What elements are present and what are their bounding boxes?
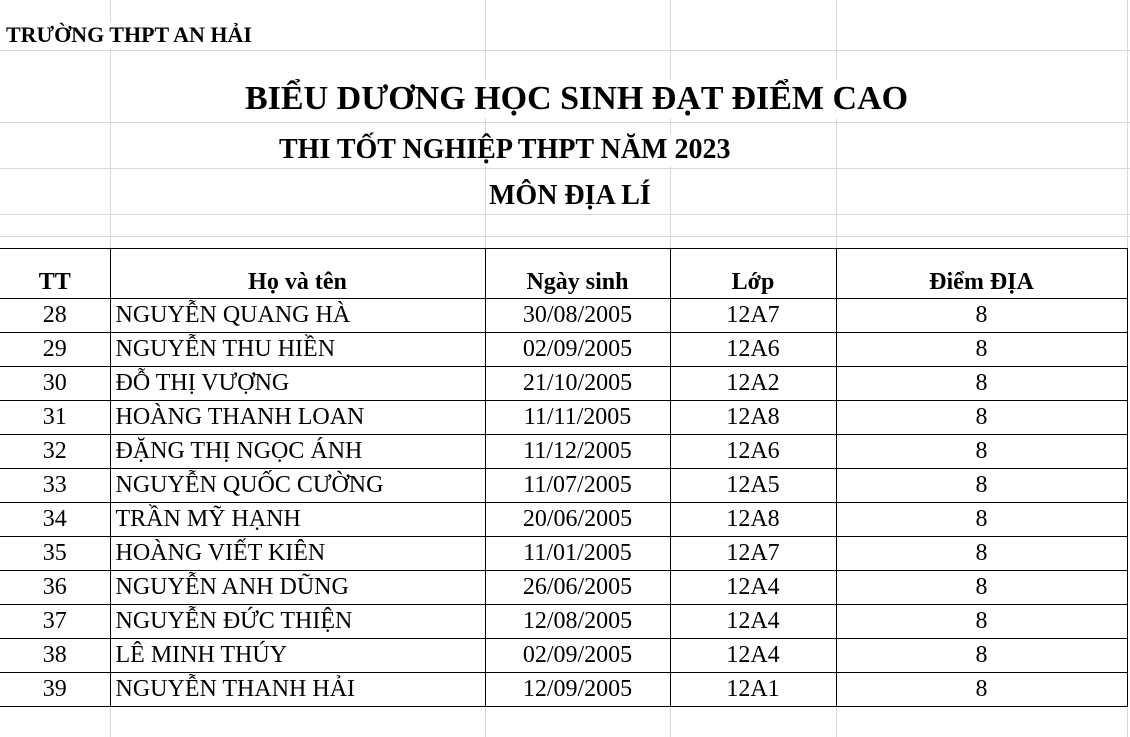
header-index[interactable]: TT [0, 249, 110, 299]
cell-class[interactable]: 12A5 [670, 469, 836, 503]
gridline [0, 50, 1130, 51]
cell-full-name[interactable]: NGUYỄN QUANG HÀ [110, 299, 485, 333]
cell-class[interactable]: 12A1 [670, 673, 836, 707]
cell-full-name[interactable]: HOÀNG THANH LOAN [110, 401, 485, 435]
cell-index[interactable]: 35 [0, 537, 110, 571]
cell-birth-date[interactable]: 11/07/2005 [485, 469, 670, 503]
page-subtitle: THI TỐT NGHIỆP THPT NĂM 2023 [279, 134, 731, 165]
table-row [0, 503, 1127, 537]
table-row [0, 333, 1127, 367]
table-row [0, 605, 1127, 639]
cell-score[interactable]: 8 [836, 639, 1127, 673]
cell-full-name[interactable]: LÊ MINH THÚY [110, 639, 485, 673]
cell-score[interactable]: 8 [836, 401, 1127, 435]
cell-score[interactable]: 8 [836, 537, 1127, 571]
cell-birth-date[interactable]: 20/06/2005 [485, 503, 670, 537]
table-row [0, 401, 1127, 435]
table-row [0, 435, 1127, 469]
cell-index[interactable]: 38 [0, 639, 110, 673]
cell-score[interactable]: 8 [836, 503, 1127, 537]
cell-birth-date[interactable]: 30/08/2005 [485, 299, 670, 333]
gridline [0, 168, 1130, 169]
table-row [0, 367, 1127, 401]
cell-index[interactable]: 30 [0, 367, 110, 401]
cell-full-name[interactable]: NGUYỄN ANH DŨNG [110, 571, 485, 605]
cell-birth-date[interactable]: 21/10/2005 [485, 367, 670, 401]
cell-index[interactable]: 29 [0, 333, 110, 367]
cell-birth-date[interactable]: 11/01/2005 [485, 537, 670, 571]
page-title: BIỂU DƯƠNG HỌC SINH ĐẠT ĐIỂM CAO [245, 80, 909, 117]
cell-index[interactable]: 28 [0, 299, 110, 333]
header-full-name[interactable]: Họ và tên [110, 249, 485, 299]
gridline [0, 214, 1130, 215]
cell-class[interactable]: 12A2 [670, 367, 836, 401]
cell-full-name[interactable]: NGUYỄN QUỐC CƯỜNG [110, 469, 485, 503]
cell-birth-date[interactable]: 02/09/2005 [485, 333, 670, 367]
cell-score[interactable]: 8 [836, 605, 1127, 639]
cell-score[interactable]: 8 [836, 571, 1127, 605]
gridline [0, 236, 1130, 237]
cell-class[interactable]: 12A6 [670, 435, 836, 469]
cell-index[interactable]: 36 [0, 571, 110, 605]
cell-full-name[interactable]: NGUYỄN THU HIỀN [110, 333, 485, 367]
cell-score[interactable]: 8 [836, 469, 1127, 503]
cell-birth-date[interactable]: 12/09/2005 [485, 673, 670, 707]
table-row [0, 537, 1127, 571]
cell-class[interactable]: 12A4 [670, 571, 836, 605]
gridline [0, 122, 1130, 123]
cell-index[interactable]: 37 [0, 605, 110, 639]
cell-score[interactable]: 8 [836, 367, 1127, 401]
cell-full-name[interactable]: HOÀNG VIẾT KIÊN [110, 537, 485, 571]
cell-score[interactable]: 8 [836, 435, 1127, 469]
cell-full-name[interactable]: ĐỖ THỊ VƯỢNG [110, 367, 485, 401]
cell-class[interactable]: 12A7 [670, 537, 836, 571]
cell-index[interactable]: 32 [0, 435, 110, 469]
cell-class[interactable]: 12A8 [670, 401, 836, 435]
header-geography-score[interactable]: Điểm ĐỊA [836, 249, 1127, 299]
header-birth-date[interactable]: Ngày sinh [485, 249, 670, 299]
cell-class[interactable]: 12A4 [670, 639, 836, 673]
cell-class[interactable]: 12A7 [670, 299, 836, 333]
cell-birth-date[interactable]: 12/08/2005 [485, 605, 670, 639]
table-row [0, 469, 1127, 503]
cell-score[interactable]: 8 [836, 299, 1127, 333]
table-row [0, 571, 1127, 605]
score-table [0, 248, 1128, 707]
cell-full-name[interactable]: NGUYỄN THANH HẢI [110, 673, 485, 707]
cell-full-name[interactable]: TRẦN MỸ HẠNH [110, 503, 485, 537]
header-class[interactable]: Lớp [670, 249, 836, 299]
cell-class[interactable]: 12A8 [670, 503, 836, 537]
cell-index[interactable]: 34 [0, 503, 110, 537]
cell-index[interactable]: 33 [0, 469, 110, 503]
cell-class[interactable]: 12A6 [670, 333, 836, 367]
cell-birth-date[interactable]: 11/11/2005 [485, 401, 670, 435]
cell-birth-date[interactable]: 26/06/2005 [485, 571, 670, 605]
school-name: TRƯỜNG THPT AN HẢI [6, 22, 252, 47]
cell-birth-date[interactable]: 02/09/2005 [485, 639, 670, 673]
table-row [0, 673, 1127, 707]
table-row [0, 639, 1127, 673]
table-header-row [0, 249, 1127, 299]
cell-birth-date[interactable]: 11/12/2005 [485, 435, 670, 469]
subject-title: MÔN ĐỊA LÍ [489, 180, 651, 211]
cell-index[interactable]: 39 [0, 673, 110, 707]
cell-full-name[interactable]: ĐẶNG THỊ NGỌC ÁNH [110, 435, 485, 469]
cell-score[interactable]: 8 [836, 673, 1127, 707]
cell-class[interactable]: 12A4 [670, 605, 836, 639]
cell-score[interactable]: 8 [836, 333, 1127, 367]
table-row [0, 299, 1127, 333]
cell-index[interactable]: 31 [0, 401, 110, 435]
cell-full-name[interactable]: NGUYỄN ĐỨC THIỆN [110, 605, 485, 639]
